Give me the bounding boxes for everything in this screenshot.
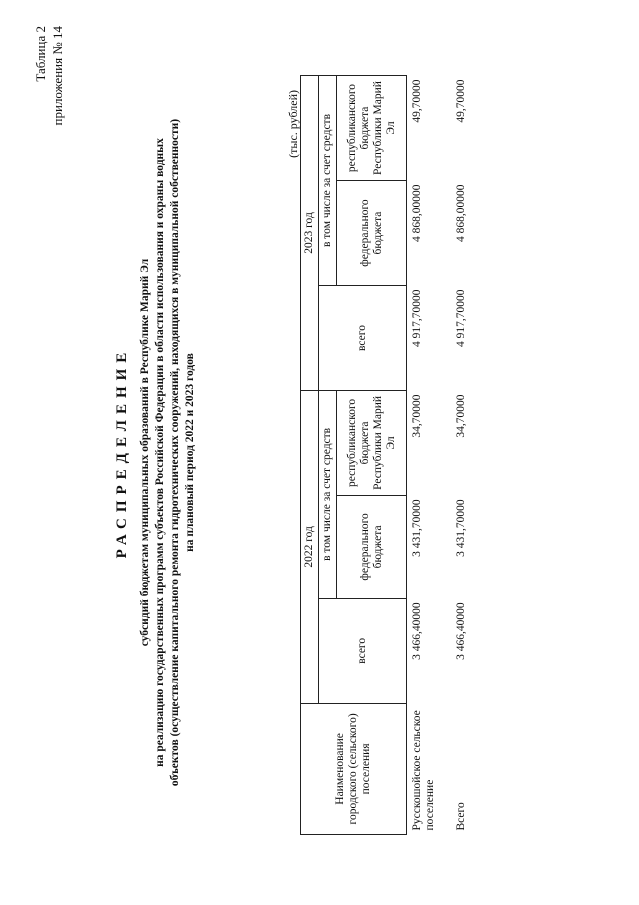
- header-year-2023: 2023 год: [301, 76, 319, 391]
- header-year-2022: 2022 год: [301, 390, 319, 703]
- header-settlement-name: Наименование городского (сельского) поселения: [301, 703, 407, 834]
- header-total-2022: всего: [319, 598, 407, 703]
- total-2022: 3 466,40000: [407, 598, 442, 703]
- total-2023: 4 917,70000: [455, 289, 467, 347]
- header-federal-2022: федерального бюджета: [337, 495, 407, 598]
- document-heading: [112, 0, 198, 905]
- federal-2023: 4 868,00000: [455, 184, 467, 243]
- federal-2023: 4 868,00000: [407, 181, 442, 286]
- republic-2022: 34,70000: [407, 390, 442, 495]
- total-label: Всего: [455, 802, 467, 831]
- header-federal-2023: федерального бюджета: [337, 181, 407, 286]
- header-including-2023: в том числе за счет средств: [319, 76, 337, 286]
- republic-2023: 49,70000: [455, 79, 467, 123]
- table-row-total: [441, 76, 472, 835]
- appendix-reference: приложения № 14: [50, 26, 65, 126]
- table-label: [32, 26, 66, 125]
- subtitle-line: на плановый период 2022 и 2023 годов: [184, 353, 196, 552]
- unit-label: (тыс. рублей): [286, 90, 300, 158]
- header-republic-2023: республиканского бюджета Республики Марий Эл: [337, 76, 407, 181]
- federal-2022: 3 431,70000: [455, 499, 467, 557]
- document-subtitle: [138, 0, 198, 905]
- subtitle-line: объектов (осуществление капитального ремонта гидротехнических сооружений, находящихся в муниципальной собственности): [169, 118, 181, 787]
- subtitle-line: на реализацию государственных программ субъектов Российской Федерации в области использования и охраны водных: [154, 138, 166, 767]
- table-number: Таблица 2: [33, 26, 48, 82]
- total-2023: 4 917,70000: [407, 286, 442, 391]
- republic-2023: 49,70000: [407, 76, 442, 181]
- table-row: [407, 76, 442, 835]
- header-including-2022: в том числе за счет средств: [319, 390, 337, 598]
- distribution-table: [300, 75, 472, 835]
- republic-2022: 34,70000: [455, 394, 467, 438]
- header-total-2023: всего: [319, 286, 407, 391]
- settlement-name: Русскошойское сельское поселение: [407, 703, 442, 834]
- total-2022: 3 466,40000: [455, 602, 467, 660]
- federal-2022: 3 431,70000: [407, 495, 442, 598]
- header-republic-2022: республиканского бюджета Республики Марий Эл: [337, 390, 407, 495]
- subtitle-line: субсидий бюджетам муниципальных образований в Республике Марий Эл: [139, 258, 151, 647]
- document-title: РАСПРЕДЕЛЕНИЕ: [114, 346, 130, 559]
